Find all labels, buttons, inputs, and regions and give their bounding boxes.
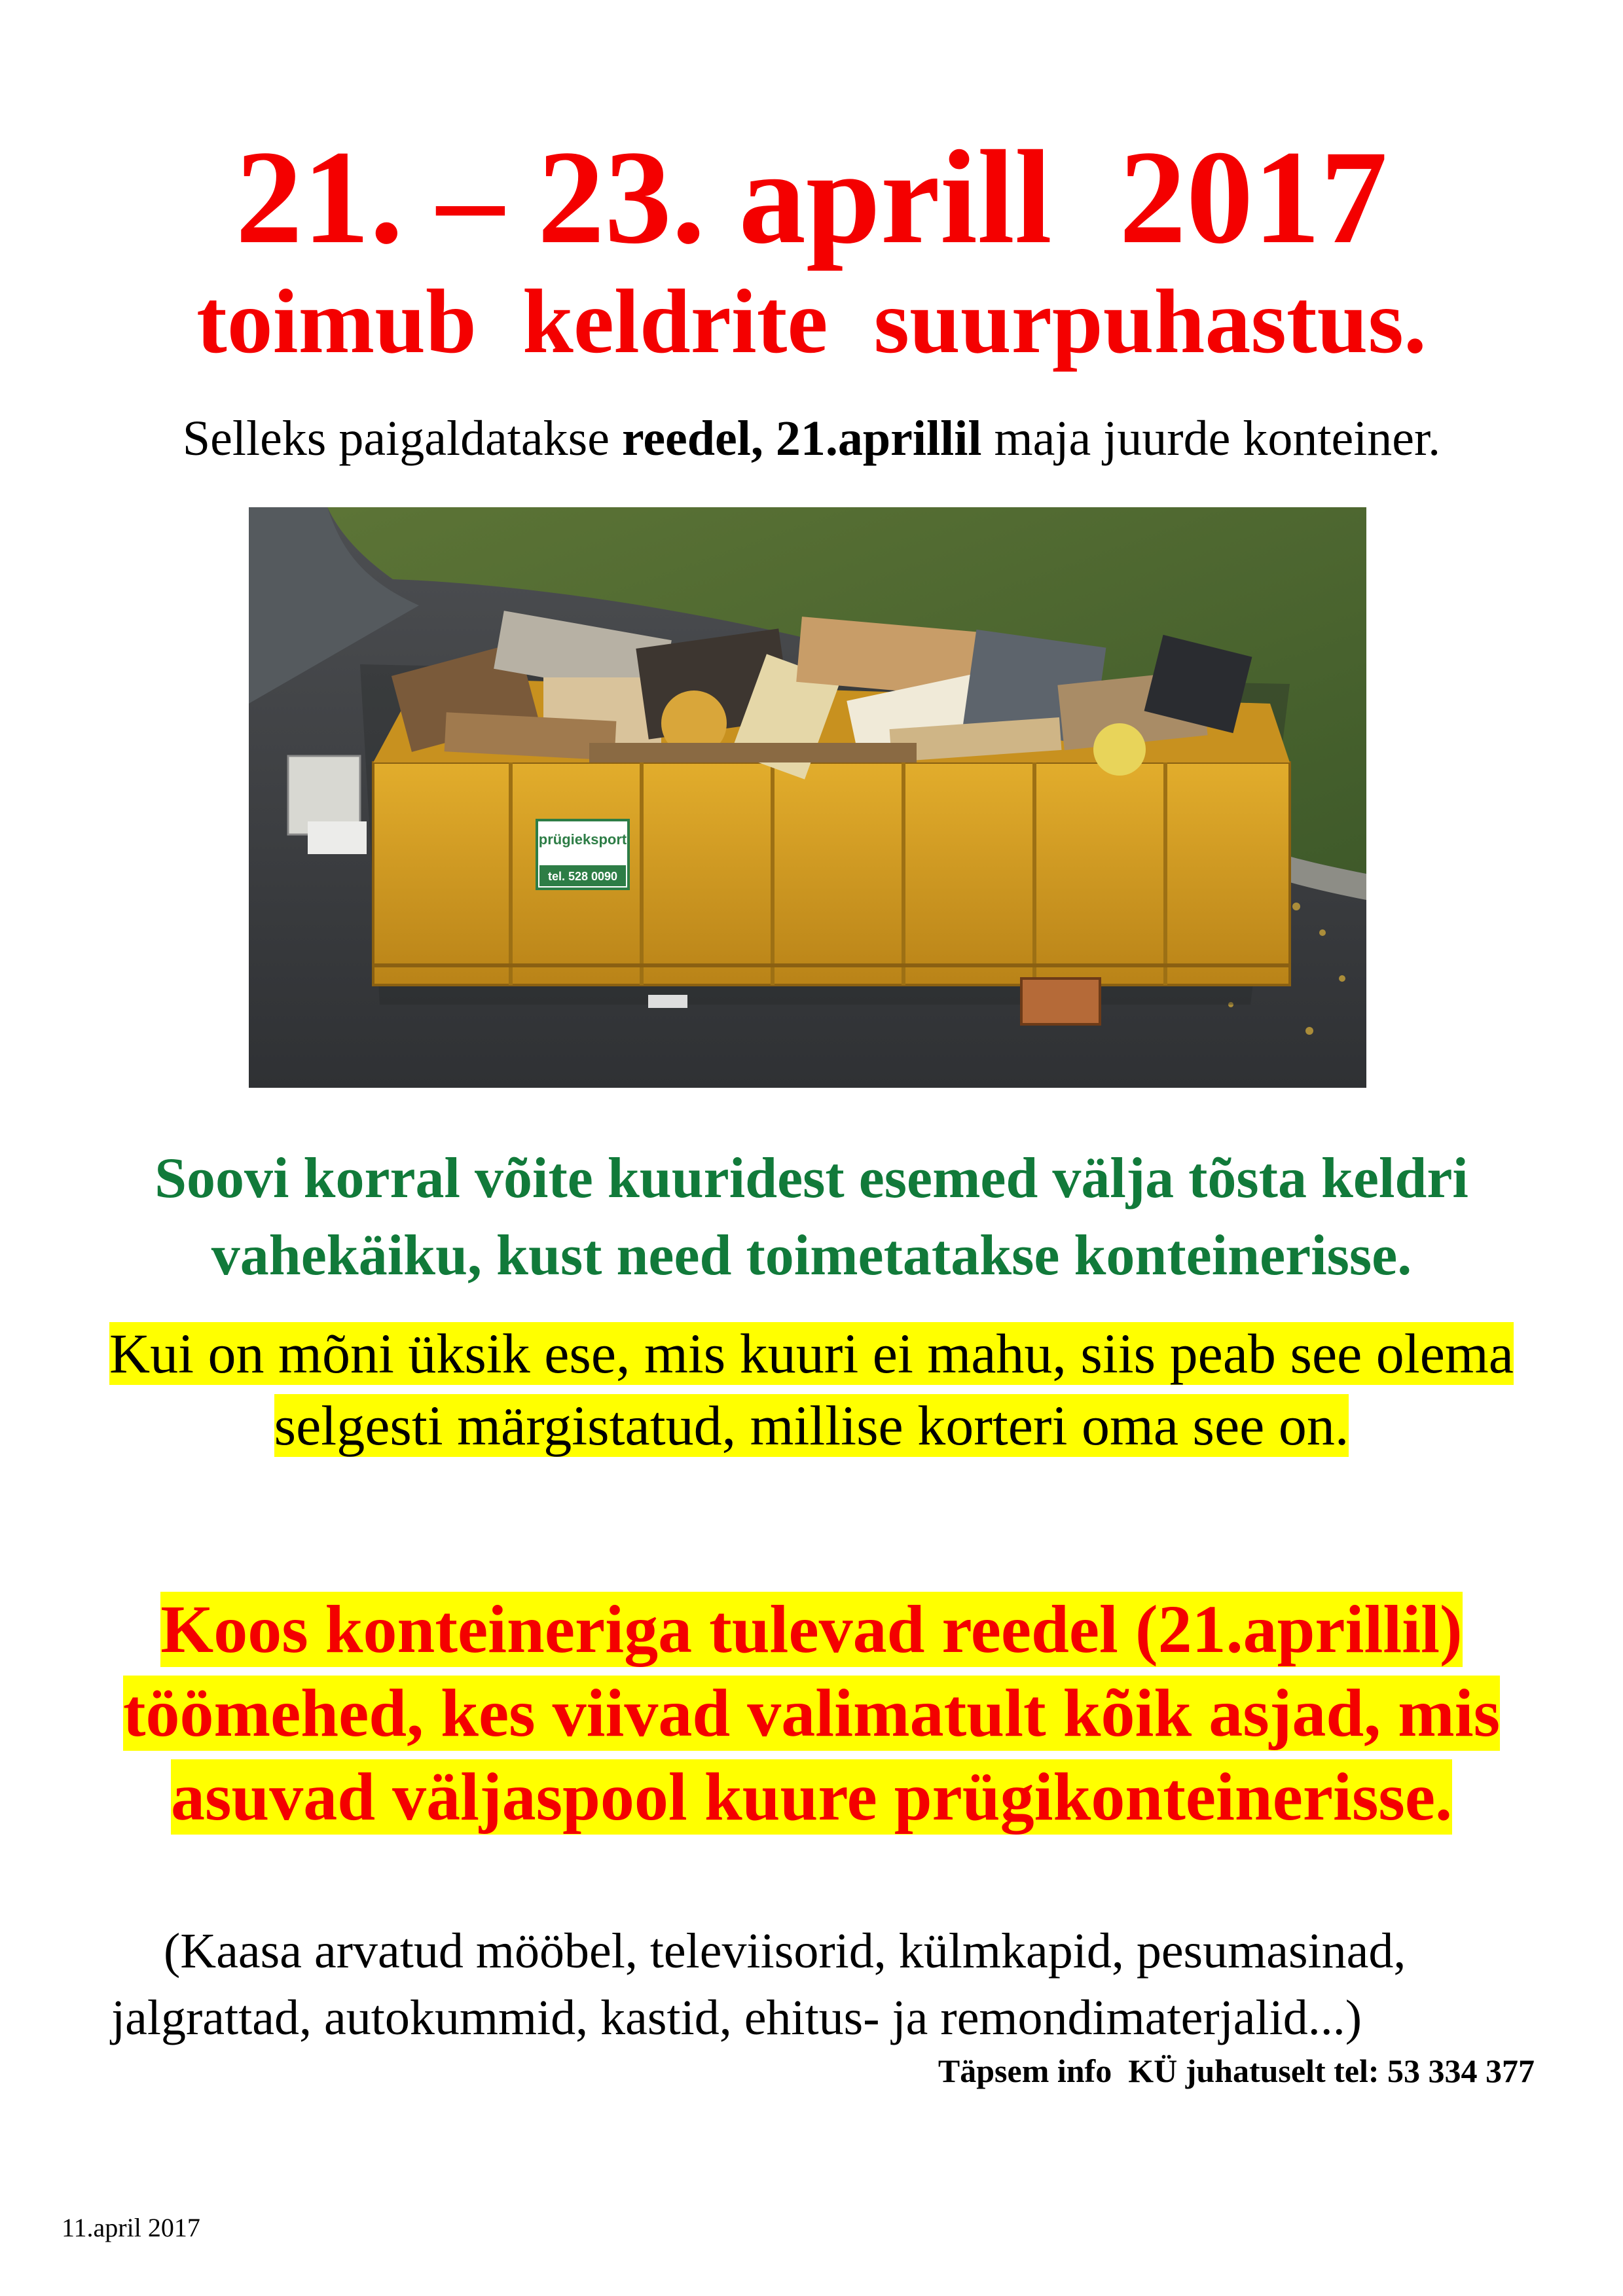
intro-bold-date: reedel, 21.aprillil	[621, 411, 982, 466]
green-notice-line-2: vahekäiku, kust need toimetatakse konteinerisse.	[211, 1224, 1412, 1287]
intro-before: Selleks paigaldatakse	[182, 411, 622, 466]
red-notice-line-3: asuvad väljaspool kuure prügikonteinerisse.	[170, 1759, 1453, 1835]
intro-after: maja juurde konteiner.	[981, 411, 1441, 466]
red-notice-line-1: Koos konteineriga tulevad reedel (21.aprillil)	[160, 1592, 1463, 1667]
red-notice	[0, 1588, 1623, 1839]
headline-dates: 21. – 23. aprill 2017	[235, 123, 1388, 272]
headline-event: toimub keldrite suurpuhastus.	[196, 271, 1427, 372]
yellow-notice-line-1: Kui on mõni üksik ese, mis kuuri ei mahu, siis peab see olema	[109, 1322, 1514, 1385]
container-photo	[249, 507, 1366, 1088]
contact-info: Täpsem info KÜ juhatuselt tel: 53 334 377	[938, 2053, 1535, 2089]
green-notice-line-1: Soovi korral võite kuuridest esemed välja tõsta keldri	[155, 1147, 1468, 1210]
container-phone-label: tel. 528 0090	[547, 870, 618, 883]
red-notice-line-2: töömehed, kes viivad valimatult kõik asjad, mis	[122, 1676, 1501, 1751]
intro-text	[0, 406, 1623, 471]
footer-date: 11.april 2017	[62, 2213, 200, 2242]
yellow-notice-line-2: selgesti märgistatud, millise korteri oma see on.	[274, 1394, 1349, 1457]
items-note-line-2: jalgrattad, autokummid, kastid, ehitus- ja remondimaterjalid...)	[111, 1990, 1362, 2045]
green-notice	[0, 1140, 1623, 1295]
container-brand-label: prügieksport	[538, 831, 627, 848]
items-note-line-1: (Kaasa arvatud mööbel, televiisorid, külmkapid, pesumasinad,	[164, 1924, 1406, 1979]
items-note	[111, 1918, 1552, 2051]
yellow-notice	[0, 1318, 1623, 1462]
